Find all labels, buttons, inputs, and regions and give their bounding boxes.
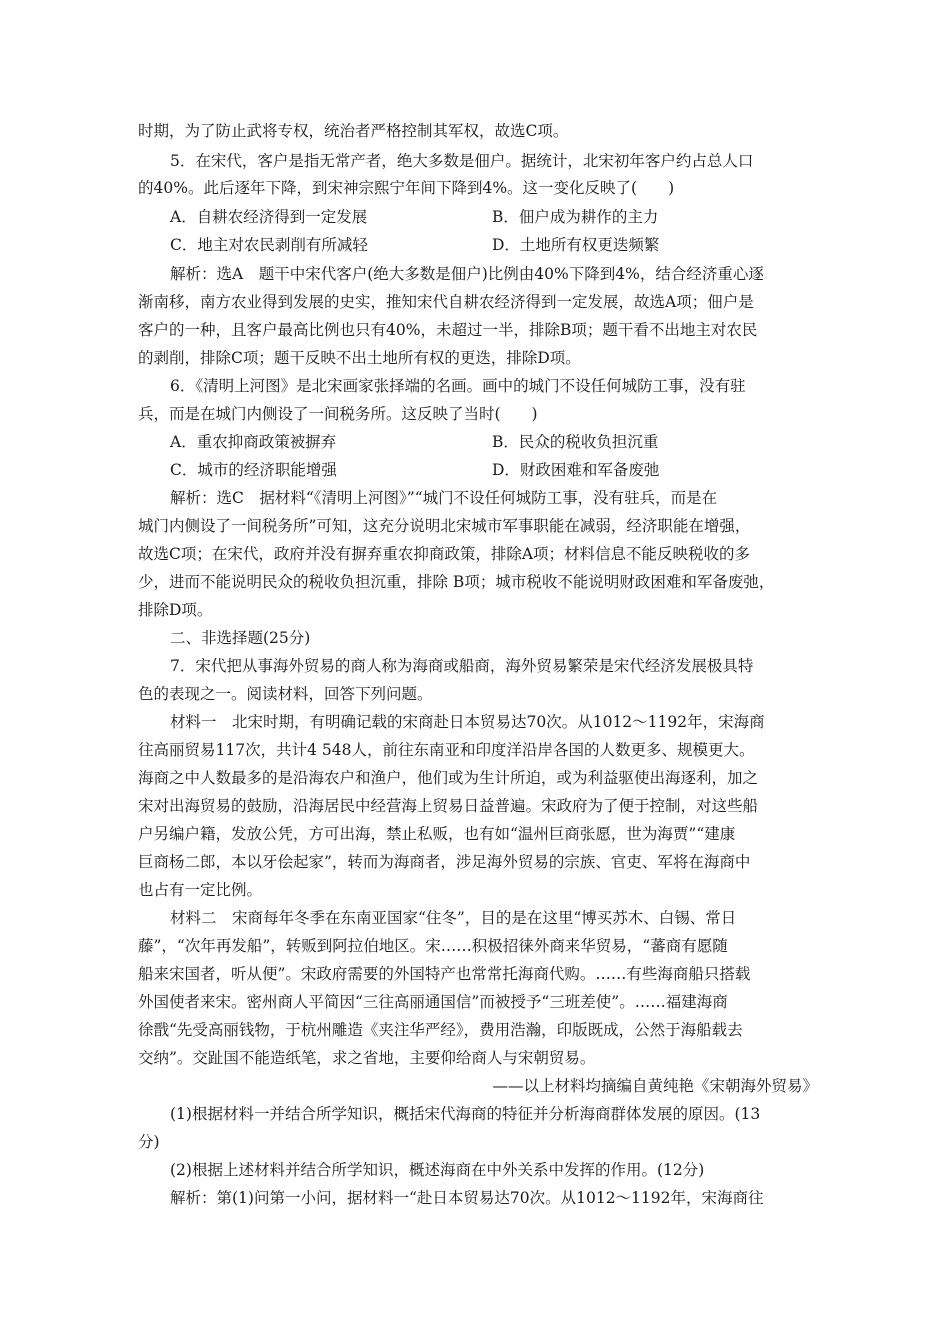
text-line: 交纳”。交趾国不能造纸笔，求之省地，主要仰给商人与宋朝贸易。 [138, 1049, 596, 1067]
text-line: 船来宋国者，听从便”。宋政府需要的外国特产也常常托海商代购。……有些海商船只搭载 [138, 965, 751, 983]
material-two: 材料二 宋商每年冬季在东南亚国家“住冬”，目的是在这里“博买苏木、白锡、常日 [170, 909, 737, 927]
answer-5-analysis: 解析：选A 题干中宋代客户(绝大多数是佃户)比例由40%下降到4%，结合经济重心逐 [170, 265, 764, 283]
option-5-a: A．自耕农经济得到一定发展 [170, 208, 368, 226]
text-line: 客户的一种，且客户最高比例也只有40%，未超过一半，排除B项；题干看不出地主对农民 [138, 321, 758, 339]
option-5-b: B．佃户成为耕作的主力 [492, 208, 659, 226]
option-6-a: A．重农抑商政策被摒弃 [170, 433, 337, 451]
option-5-c: C．地主对农民剥削有所减轻 [170, 236, 368, 254]
text-line: 的剥削，排除C项；题干反映不出土地所有权的更迭，排除D项。 [138, 349, 581, 367]
text-line: 徐戬“先受高丽钱物，于杭州雕造《夹注华严经》，费用浩瀚，印版既成，公然于海船载去 [138, 1021, 743, 1039]
text-line: 户另编户籍，发放公凭，方可出海，禁止私贩，也有如“温州巨商张愿，世为海贾”“建康 [138, 825, 736, 843]
answer-6-analysis: 解析：选C 据材料“《清明上河图》”“城门不设任何城防工事，没有驻兵，而是在 [170, 489, 718, 507]
text-line: 排除D项。 [138, 601, 213, 619]
text-line: 海商之中人数最多的是沿海农户和渔户，他们或为生计所迫，或为利益驱使出海逐利，加之 [138, 769, 759, 787]
text-line: 的40%。此后逐年下降，到宋神宗熙宁年间下降到4%。这一变化反映了( ) [138, 179, 675, 197]
text-line: 分) [138, 1133, 160, 1151]
text-line: 藤”，“次年再发船”，转贩到阿拉伯地区。宋……积极招徕外商来华贸易，“蕃商有愿随 [138, 937, 728, 955]
question-7-stem: 7．宋代把从事海外贸易的商人称为海商或船商，海外贸易繁荣是宋代经济发展极具特 [170, 657, 754, 675]
option-6-c: C．城市的经济职能增强 [170, 461, 337, 479]
text-line: 往高丽贸易117次，共计4 548人，前往东南亚和印度洋沿岸各国的人数更多、规模更大。 [138, 741, 755, 759]
answer-7-analysis: 解析：第(1)问第一小问，据材料一“赴日本贸易达70次。从1012～1192年，宋海商往 [170, 1189, 764, 1207]
option-5-d: D．土地所有权更迭频繁 [492, 236, 660, 254]
text-line: 城门内侧设了一间税务所”可知，这充分说明北宋城市军事职能在减弱，经济职能在增强， [138, 517, 751, 535]
option-6-d: D．财政困难和军备废弛 [492, 461, 660, 479]
text-line: 也占有一定比例。 [138, 881, 263, 899]
material-one: 材料一 北宋时期，有明确记载的宋商赴日本贸易达70次。从1012～1192年，宋海商 [170, 713, 765, 731]
text-line: 故选C项；在宋代，政府并没有摒弃重农抑商政策，排除A项；材料信息不能反映税收的多 [138, 545, 751, 563]
text-line: 巨商杨二郎，本以牙侩起家”，转而为海商者，涉足海外贸易的宗族、官吏、军将在海商中 [138, 853, 751, 871]
text-line: 少，进而不能说明民众的税收负担沉重，排除 B项；城市税收不能说明财政困难和军备废弛， [138, 573, 775, 591]
source-citation: ——以上材料均摘编自黄纯艳《宋朝海外贸易》 [492, 1077, 818, 1095]
question-6-stem: 6．《清明上河图》是北宋画家张择端的名画。画中的城门不设任何城防工事，没有驻 [170, 377, 746, 395]
sub-question-2: (2)根据上述材料并结合所学知识，概述海商在中外关系中发挥的作用。(12分) [170, 1161, 705, 1179]
text-line: 外国使者来宋。密州商人平简因“三往高丽通国信”而被授予“三班差使”。……福建海商 [138, 993, 728, 1011]
text-line: 渐南移，南方农业得到发展的史实，推知宋代自耕农经济得到一定发展，故选A项；佃户是 [138, 293, 754, 311]
text-line: 色的表现之一。阅读材料，回答下列问题。 [138, 685, 433, 703]
sub-question-1: (1)根据材料一并结合所学知识，概括宋代海商的特征并分析海商群体发展的原因。(13 [170, 1105, 761, 1123]
text-line: 兵，而是在城门内侧设了一间税务所。这反映了当时( ) [138, 405, 538, 423]
question-5-stem: 5．在宋代，客户是指无常产者，绝大多数是佃户。据统计，北宋初年客户约占总人口 [170, 152, 754, 170]
text-line: 时期，为了防止武将专权，统治者严格控制其军权，故选C项。 [138, 122, 569, 140]
section-heading: 二、非选择题(25分) [170, 629, 311, 647]
text-line: 宋对出海贸易的鼓励，沿海居民中经营海上贸易日益普遍。宋政府为了便于控制，对这些船 [138, 797, 759, 815]
option-6-b: B．民众的税收负担沉重 [492, 433, 659, 451]
